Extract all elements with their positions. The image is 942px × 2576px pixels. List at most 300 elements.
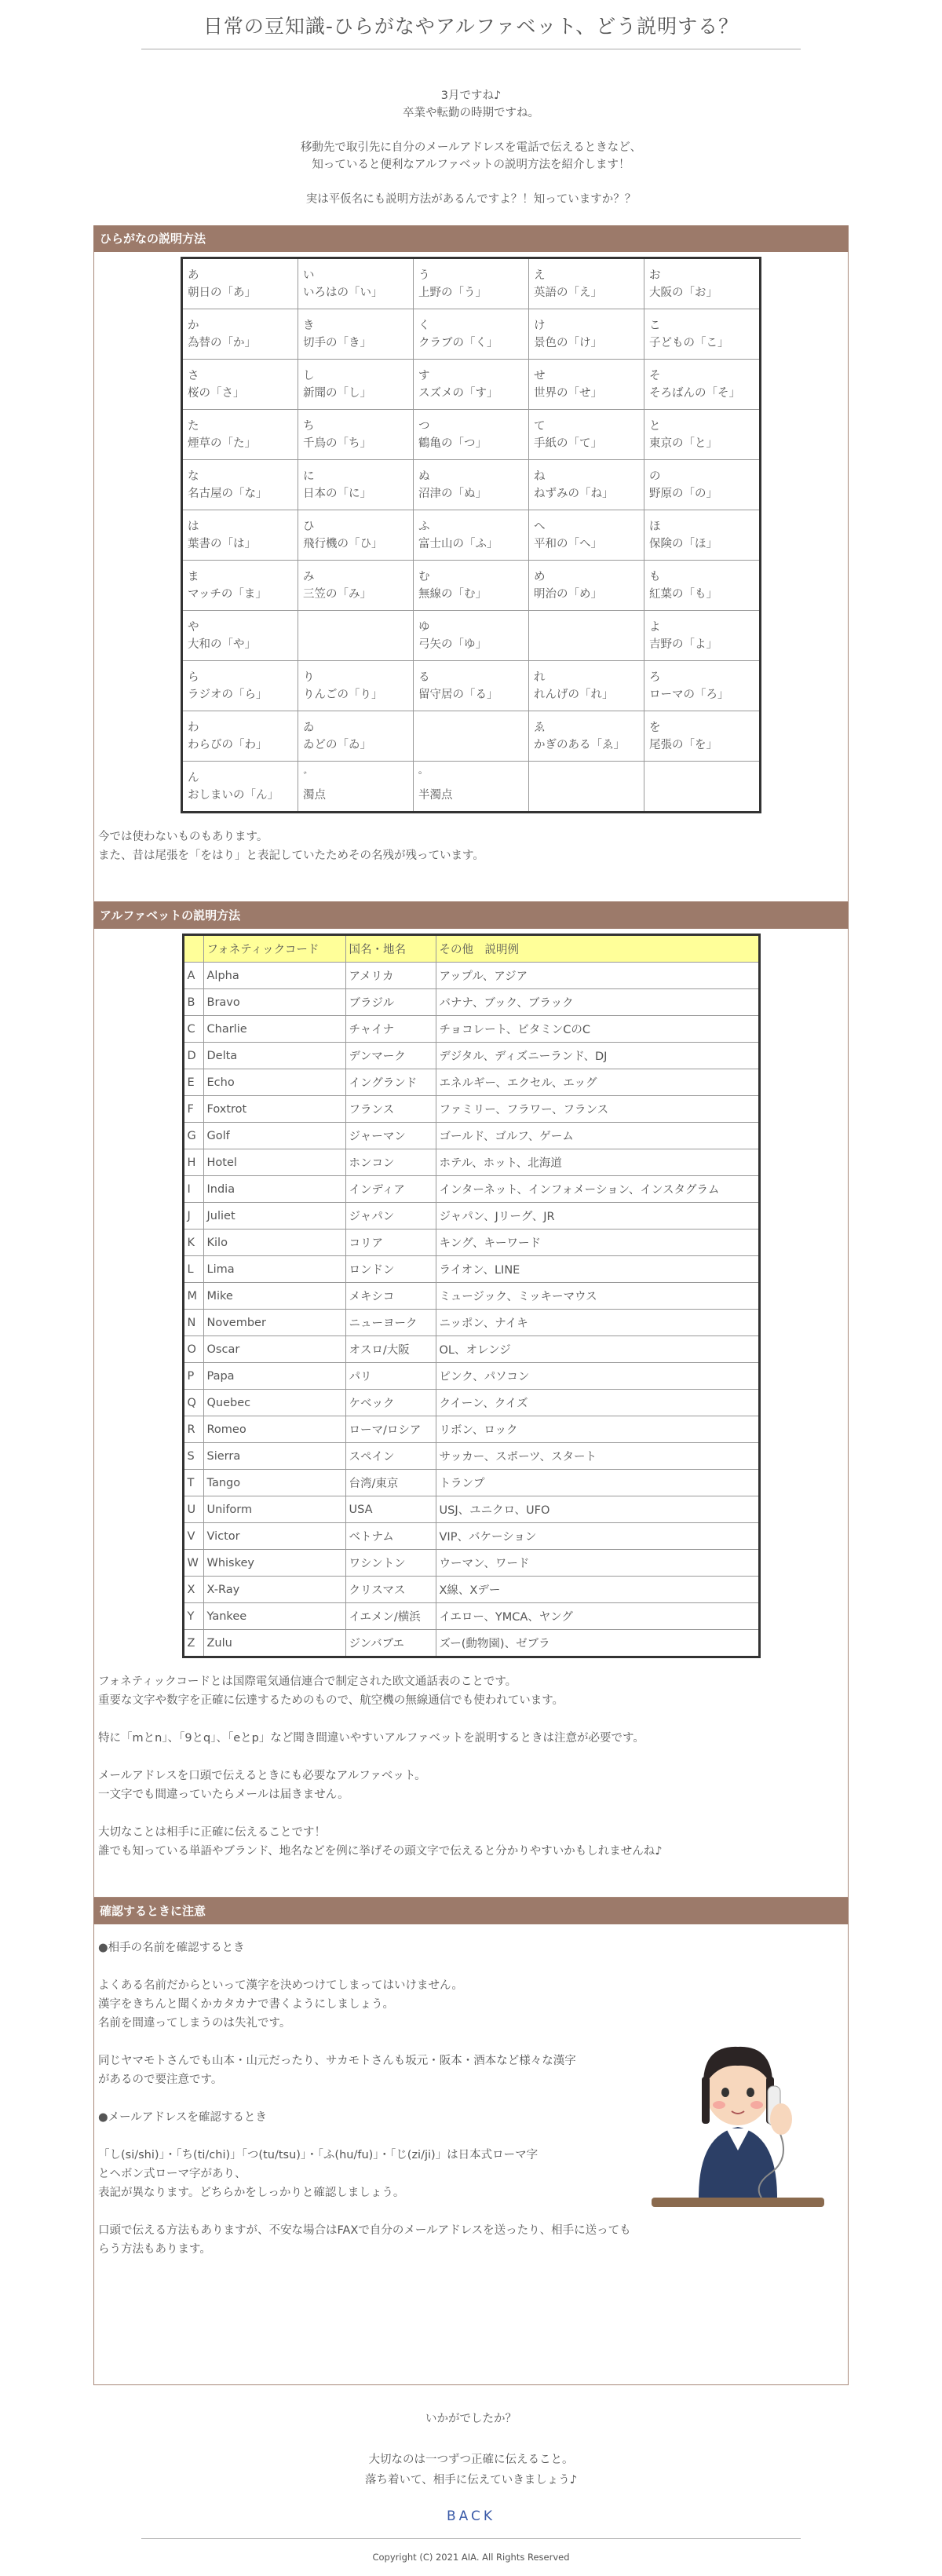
kana-example: かぎのある「ゑ」	[534, 738, 625, 751]
table-row	[182, 410, 761, 460]
note-line: メールアドレスを口頭で伝えるときにも必要なアルファベット。	[98, 1770, 426, 1782]
note-line	[98, 1710, 844, 1729]
alphabet-heading: アルファベットの説明方法	[93, 902, 849, 929]
kana-example: おしまいの「ん」	[188, 788, 279, 802]
care-line: 同じヤマモトさんでも山本・山元だったり、サカモトさんも坂元・阪本・酒本など様々な漢字	[98, 2055, 576, 2067]
kana-char: む	[418, 570, 430, 583]
table-cell: Victor	[203, 1523, 345, 1550]
operator-phone-icon	[644, 2001, 832, 2221]
table-cell: Y	[183, 1603, 203, 1630]
kana-example: 尾張の「を」	[649, 738, 717, 751]
table-cell: X線、Xデー	[436, 1577, 759, 1603]
kana-cell	[182, 561, 298, 611]
table-row	[183, 1016, 759, 1043]
table-cell: Echo	[203, 1069, 345, 1096]
table-cell: N	[183, 1310, 203, 1336]
kana-char: ゆ	[418, 620, 430, 634]
kana-cell	[414, 410, 529, 460]
table-cell: Tango	[203, 1470, 345, 1496]
table-row	[183, 1550, 759, 1577]
kana-example: 切手の「き」	[303, 336, 371, 349]
kana-example: 半濁点	[418, 788, 453, 802]
table-cell: G	[183, 1123, 203, 1149]
kana-cell	[414, 711, 529, 762]
table-cell: ニューヨーク	[345, 1310, 436, 1336]
table-row	[182, 258, 761, 309]
table-row	[183, 1283, 759, 1310]
alphabet-table	[182, 934, 761, 1658]
kana-cell	[182, 762, 298, 813]
table-cell: Mike	[203, 1283, 345, 1310]
kana-example: クラブの「く」	[418, 336, 498, 349]
table-cell: コリア	[345, 1230, 436, 1256]
table-cell: India	[203, 1176, 345, 1203]
kana-char: ゜	[418, 771, 430, 784]
care-line: 漢字をきちんと聞くかカタカナで書くようにしましょう。	[98, 1998, 394, 2011]
table-cell: アメリカ	[345, 963, 436, 989]
kana-char: に	[303, 470, 315, 483]
kana-cell	[182, 661, 298, 711]
kana-example: 千鳥の「ち」	[303, 437, 371, 450]
kana-cell	[644, 309, 761, 360]
hiragana-table	[181, 257, 761, 813]
kana-example: そろばんの「そ」	[649, 386, 740, 400]
outro-line: 大切なのは一つずつ正確に伝えること。	[368, 2454, 574, 2466]
table-row	[183, 963, 759, 989]
intro-line	[0, 122, 942, 139]
table-row	[183, 1443, 759, 1470]
kana-example: 桜の「さ」	[188, 386, 245, 400]
hiragana-section	[93, 225, 849, 902]
table-row	[183, 1390, 759, 1416]
intro-text	[0, 87, 942, 208]
table-cell: Bravo	[203, 989, 345, 1016]
kana-cell	[182, 410, 298, 460]
outro	[0, 2409, 942, 2527]
outro-text	[0, 2409, 942, 2490]
intro-line: 移動先で取引先に自分のメールアドレスを電話で伝えるときなど、	[300, 141, 642, 154]
kana-cell	[182, 460, 298, 510]
table-cell: Quebec	[203, 1390, 345, 1416]
kana-char: し	[303, 369, 315, 382]
table-cell: インターネット、インフォメーション、インスタグラム	[436, 1176, 759, 1203]
kana-char: う	[418, 269, 430, 282]
note-line: また、昔は尾張を「をはり」と表記していたためその名残が残っています。	[98, 850, 484, 862]
kana-example: 子どもの「こ」	[649, 336, 729, 349]
kana-cell	[644, 510, 761, 561]
kana-char: る	[418, 670, 430, 684]
care-line: 口頭で伝える方法もありますが、不安な場合はFAXで自分のメールアドレスを送ったり、相手に送ってもらう方法もあります。	[98, 2224, 631, 2256]
table-cell: K	[183, 1230, 203, 1256]
kana-example: 大和の「や」	[188, 638, 256, 651]
care-line	[98, 2033, 632, 2052]
kana-cell	[414, 510, 529, 561]
outro-line	[0, 2429, 942, 2450]
kana-char: ね	[534, 470, 546, 483]
table-row	[183, 1336, 759, 1363]
table-cell: デンマーク	[345, 1043, 436, 1069]
table-row	[183, 1176, 759, 1203]
table-cell: ニッポン、ナイキ	[436, 1310, 759, 1336]
care-line: 「し(si/shi)」・「ち(ti/chi)」「つ(tu/tsu)」・「ふ(hu/fu)」・「じ(zi/ji)」は日本式ローマ字	[98, 2149, 539, 2161]
table-cell: チョコレート、ビタミンCのC	[436, 1016, 759, 1043]
kana-char: き	[303, 319, 315, 332]
table-cell: ホンコン	[345, 1149, 436, 1176]
table-cell: X	[183, 1577, 203, 1603]
care-line: ●相手の名前を確認するとき	[98, 1942, 245, 1954]
kana-cell	[529, 360, 644, 410]
table-row	[183, 1603, 759, 1630]
care-line	[98, 2202, 632, 2221]
table-cell: S	[183, 1443, 203, 1470]
table-cell: U	[183, 1496, 203, 1523]
table-cell: イングランド	[345, 1069, 436, 1096]
table-cell: スペイン	[345, 1443, 436, 1470]
kana-char: ゑ	[534, 721, 546, 734]
kana-cell	[298, 510, 414, 561]
table-cell: リボン、ロック	[436, 1416, 759, 1443]
table-cell: A	[183, 963, 203, 989]
table-cell: ロンドン	[345, 1256, 436, 1283]
note-line	[98, 1748, 844, 1767]
intro-line: 3月ですね♪	[440, 90, 502, 102]
table-cell: USA	[345, 1496, 436, 1523]
kana-char: ゐ	[303, 721, 315, 734]
table-cell: ローマ/ロシア	[345, 1416, 436, 1443]
table-row	[182, 460, 761, 510]
kana-char: け	[534, 319, 546, 332]
kana-cell	[182, 258, 298, 309]
kana-example: 弓矢の「ゆ」	[418, 638, 487, 651]
kana-char: ん	[188, 771, 199, 784]
kana-char: ら	[188, 670, 199, 684]
table-cell: ジンバブエ	[345, 1630, 436, 1657]
kana-cell	[529, 711, 644, 762]
kana-char: め	[534, 570, 546, 583]
kana-char: よ	[649, 620, 661, 634]
table-cell: イエメン/横浜	[345, 1603, 436, 1630]
table-row	[183, 1470, 759, 1496]
table-cell: I	[183, 1176, 203, 1203]
kana-example: 東京の「と」	[649, 437, 717, 450]
alphabet-notes	[94, 1658, 848, 1897]
table-row	[183, 1230, 759, 1256]
kana-cell	[529, 309, 644, 360]
table-row	[182, 561, 761, 611]
table-cell: トランプ	[436, 1470, 759, 1496]
outro-line: いかがでしたか？	[425, 2413, 517, 2425]
kana-cell	[182, 711, 298, 762]
column-header: 国名・地名	[345, 935, 436, 963]
alphabet-section	[93, 902, 849, 1898]
kana-char: て	[534, 419, 546, 433]
kana-char: ひ	[303, 520, 315, 533]
kana-cell	[529, 510, 644, 561]
kana-cell	[529, 410, 644, 460]
intro-line	[0, 174, 942, 191]
kana-example: 留守居の「る」	[418, 688, 498, 701]
table-cell: ゴールド、ゴルフ、ゲーム	[436, 1123, 759, 1149]
table-cell: オスロ/大阪	[345, 1336, 436, 1363]
table-cell: アップル、アジア	[436, 963, 759, 989]
kana-char: こ	[649, 319, 661, 332]
table-row	[183, 1363, 759, 1390]
kana-example: 平和の「へ」	[534, 537, 602, 550]
kana-example: 手紙の「て」	[534, 437, 602, 450]
note-line: 大切なことは相手に正確に伝えることです！	[98, 1826, 326, 1839]
table-cell: デジタル、ディズニーランド、DJ	[436, 1043, 759, 1069]
kana-char: ゛	[303, 771, 315, 784]
table-cell: Hotel	[203, 1149, 345, 1176]
table-cell: ジャパン	[345, 1203, 436, 1230]
table-cell: ジャパン、Jリーグ、JR	[436, 1203, 759, 1230]
kana-cell	[298, 309, 414, 360]
kana-cell	[414, 360, 529, 410]
care-line	[98, 2089, 632, 2108]
table-cell: Juliet	[203, 1203, 345, 1230]
table-row	[183, 1123, 759, 1149]
table-cell: Romeo	[203, 1416, 345, 1443]
table-cell: ピンク、パソコン	[436, 1363, 759, 1390]
note-line	[98, 1804, 844, 1823]
kana-char: つ	[418, 419, 430, 433]
table-cell: C	[183, 1016, 203, 1043]
kana-example: 沼津の「ぬ」	[418, 487, 487, 500]
kana-cell	[644, 561, 761, 611]
page-title: 日常の豆知識-ひらがなやアルファベット、どう説明する？	[141, 0, 801, 49]
table-row	[182, 661, 761, 711]
kana-example: マッチの「ま」	[188, 587, 267, 601]
kana-cell	[414, 258, 529, 309]
copyright: Copyright (C) 2021 AIA. All Rights Reserved	[141, 2538, 801, 2563]
kana-cell	[529, 258, 644, 309]
table-cell: V	[183, 1523, 203, 1550]
kana-char: ふ	[418, 520, 430, 533]
hiragana-notes	[94, 813, 848, 901]
table-row	[182, 510, 761, 561]
table-cell: O	[183, 1336, 203, 1363]
kana-char: を	[649, 721, 661, 734]
intro-line: 卒業や転勤の時期ですね。	[403, 107, 539, 119]
care-line: とヘボン式ローマ字があり、	[98, 2168, 246, 2180]
table-cell: Zulu	[203, 1630, 345, 1657]
table-cell: メキシコ	[345, 1283, 436, 1310]
kana-example: 上野の「う」	[418, 286, 487, 299]
kana-cell	[644, 460, 761, 510]
table-row	[182, 360, 761, 410]
kana-cell	[182, 360, 298, 410]
kana-cell	[644, 258, 761, 309]
column-header: フォネティックコード	[203, 935, 345, 963]
care-body	[94, 1924, 848, 2384]
outro-line: 落ち着いて、相手に伝えていきましょう♪	[365, 2474, 577, 2486]
table-cell: H	[183, 1149, 203, 1176]
kana-cell	[529, 611, 644, 661]
kana-cell	[529, 762, 644, 813]
table-row	[182, 309, 761, 360]
care-section	[93, 1898, 849, 2385]
kana-cell	[182, 510, 298, 561]
table-cell: Alpha	[203, 963, 345, 989]
kana-char: い	[303, 269, 315, 282]
table-cell: B	[183, 989, 203, 1016]
hiragana-heading: ひらがなの説明方法	[93, 225, 849, 252]
kana-char: へ	[534, 520, 546, 533]
kana-char: え	[534, 269, 546, 282]
kana-char: ほ	[649, 520, 661, 533]
kana-example: 名古屋の「な」	[188, 487, 268, 500]
care-text	[98, 1938, 632, 2259]
back-link[interactable]: BACK	[446, 2508, 495, 2524]
kana-char: ち	[303, 419, 315, 433]
table-row	[183, 989, 759, 1016]
kana-cell	[644, 661, 761, 711]
table-cell: Kilo	[203, 1230, 345, 1256]
column-header: その他 説明例	[436, 935, 759, 963]
kana-example: ラジオの「ら」	[188, 688, 268, 701]
kana-cell	[414, 460, 529, 510]
table-cell: Sierra	[203, 1443, 345, 1470]
care-line	[98, 2127, 632, 2146]
kana-example: ローマの「ろ」	[649, 688, 729, 701]
table-cell: パリ	[345, 1363, 436, 1390]
table-cell: Z	[183, 1630, 203, 1657]
care-line: ●メールアドレスを確認するとき	[98, 2111, 267, 2124]
table-row	[183, 1043, 759, 1069]
kana-cell	[414, 661, 529, 711]
table-cell: L	[183, 1256, 203, 1283]
kana-example: 鶴亀の「つ」	[418, 437, 487, 450]
kana-char: そ	[649, 369, 661, 382]
kana-example: 朝日の「あ」	[188, 286, 256, 299]
table-cell: ズー(動物園)、ゼブラ	[436, 1630, 759, 1657]
kana-char: わ	[188, 721, 199, 734]
kana-cell	[414, 309, 529, 360]
kana-example: 吉野の「よ」	[649, 638, 717, 651]
kana-example: 紅葉の「も」	[649, 587, 717, 601]
table-cell: USJ、ユニクロ、UFO	[436, 1496, 759, 1523]
kana-cell	[644, 410, 761, 460]
table-header-row	[183, 935, 759, 963]
kana-example: ねずみの「ね」	[534, 487, 614, 500]
kana-cell	[644, 360, 761, 410]
table-row	[183, 1416, 759, 1443]
kana-cell	[298, 762, 414, 813]
table-cell: Uniform	[203, 1496, 345, 1523]
table-row	[183, 1577, 759, 1603]
kana-cell	[298, 611, 414, 661]
table-cell: イエロー、YMCA、ヤング	[436, 1603, 759, 1630]
kana-example: れんげの「れ」	[534, 688, 614, 701]
table-row	[182, 711, 761, 762]
kana-example: ゐどの「ゐ」	[303, 738, 371, 751]
table-row	[183, 1203, 759, 1230]
kana-cell	[529, 460, 644, 510]
kana-cell	[298, 711, 414, 762]
kana-example: 富士山の「ふ」	[418, 537, 498, 550]
kana-example: 為替の「か」	[188, 336, 256, 349]
table-row	[183, 1069, 759, 1096]
table-cell: W	[183, 1550, 203, 1577]
table-row	[183, 1523, 759, 1550]
note-line: 誰でも知っている単語やブランド、地名などを例に挙げその頭文字で伝えると分かりやすいかもしれませんね♪	[98, 1845, 663, 1858]
table-row	[183, 1630, 759, 1657]
kana-char: か	[188, 319, 199, 332]
kana-char: あ	[188, 269, 199, 282]
kana-example: 三笠の「み」	[303, 587, 371, 601]
table-cell: 台湾/東京	[345, 1470, 436, 1496]
table-cell: R	[183, 1416, 203, 1443]
kana-example: 世界の「せ」	[534, 386, 602, 400]
kana-char: せ	[534, 369, 546, 382]
table-cell: バナナ、ブック、ブラック	[436, 989, 759, 1016]
kana-example: 濁点	[303, 788, 326, 802]
table-cell: Q	[183, 1390, 203, 1416]
table-cell: ミュージック、ミッキーマウス	[436, 1283, 759, 1310]
table-cell: ライオン、LINE	[436, 1256, 759, 1283]
table-cell: ブラジル	[345, 989, 436, 1016]
kana-cell	[182, 611, 298, 661]
kana-char: す	[418, 369, 430, 382]
table-cell: インディア	[345, 1176, 436, 1203]
table-cell: E	[183, 1069, 203, 1096]
table-cell: P	[183, 1363, 203, 1390]
table-cell: Golf	[203, 1123, 345, 1149]
table-row	[182, 611, 761, 661]
table-cell: X-Ray	[203, 1577, 345, 1603]
table-cell: ベトナム	[345, 1523, 436, 1550]
table-row	[183, 1149, 759, 1176]
kana-example: わらびの「わ」	[188, 738, 268, 751]
kana-cell	[529, 661, 644, 711]
kana-example: 大阪の「お」	[649, 286, 717, 299]
kana-example: 煙草の「た」	[188, 437, 256, 450]
kana-char: さ	[188, 369, 199, 382]
note-line: 今では使わないものもあります。	[98, 831, 268, 843]
table-cell: J	[183, 1203, 203, 1230]
kana-cell	[298, 460, 414, 510]
table-row	[183, 1310, 759, 1336]
kana-char: み	[303, 570, 315, 583]
table-cell: フランス	[345, 1096, 436, 1123]
table-row	[182, 762, 761, 813]
kana-cell	[414, 611, 529, 661]
table-row	[183, 1496, 759, 1523]
table-cell: Yankee	[203, 1603, 345, 1630]
table-cell: November	[203, 1310, 345, 1336]
kana-cell	[298, 360, 414, 410]
table-cell: Lima	[203, 1256, 345, 1283]
care-line: 表記が異なります。どちらかをしっかりと確認しましょう。	[98, 2187, 405, 2199]
note-line: 特に「mとn」、「9とq」、「eとp」など聞き間違いやすいアルファベットを説明するときは注意が必要です。	[98, 1732, 644, 1745]
kana-example: 飛行機の「ひ」	[303, 537, 383, 550]
kana-cell	[298, 258, 414, 309]
kana-char: く	[418, 319, 430, 332]
table-cell: D	[183, 1043, 203, 1069]
table-row	[183, 1096, 759, 1123]
intro-line: 知っていると便利なアルファベットの説明方法を紹介します！	[312, 159, 630, 171]
kana-example: 保険の「ほ」	[649, 537, 717, 550]
kana-char: も	[649, 570, 661, 583]
table-cell: クリスマス	[345, 1577, 436, 1603]
kana-example: りんごの「り」	[303, 688, 383, 701]
kana-cell	[298, 410, 414, 460]
kana-cell	[414, 762, 529, 813]
kana-char: な	[188, 470, 199, 483]
column-header	[183, 935, 203, 963]
kana-example: 無線の「む」	[418, 587, 487, 601]
kana-example: 日本の「に」	[303, 487, 371, 500]
